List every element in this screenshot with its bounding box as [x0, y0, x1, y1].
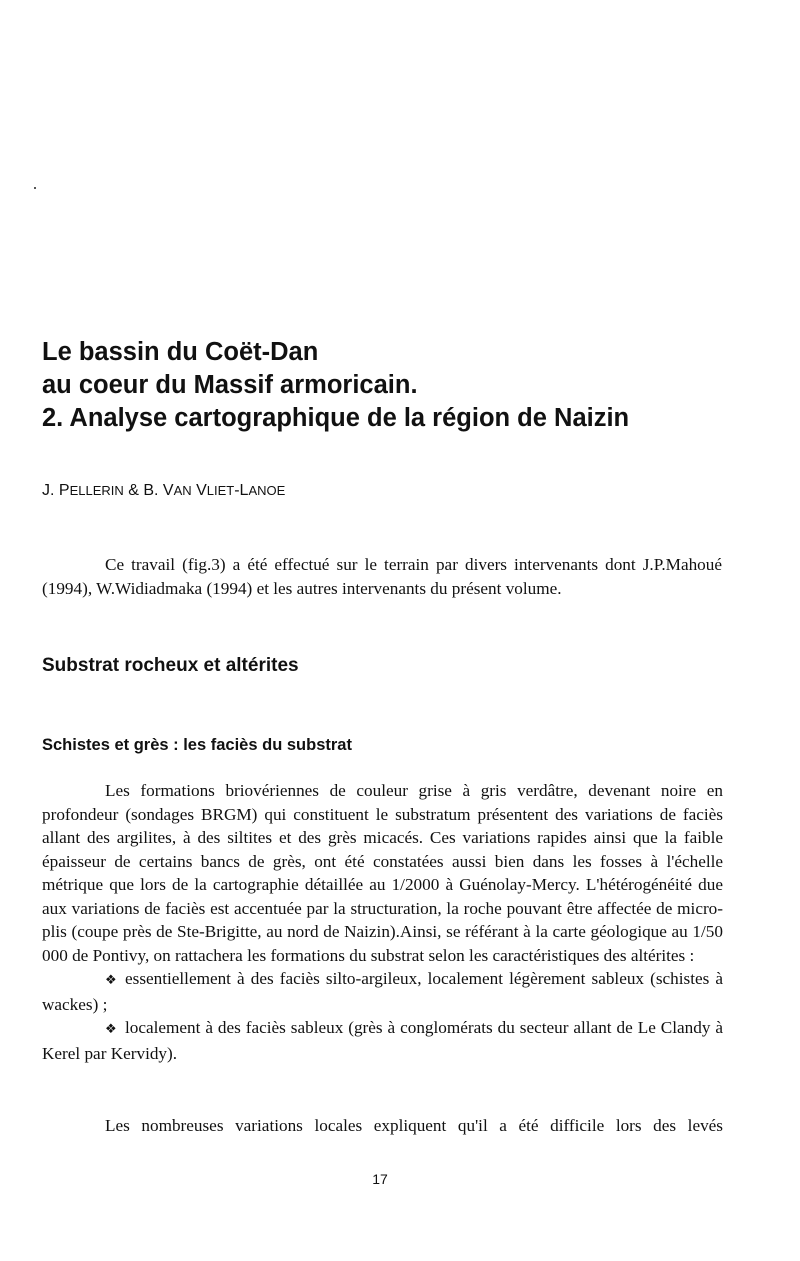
- author-2-part-3: LIET: [206, 483, 235, 498]
- page-number: 17: [372, 1171, 388, 1187]
- title-line-2: au coeur du Massif armoricain.: [42, 371, 418, 399]
- bullet-diamond-icon: ❖: [105, 1022, 117, 1037]
- intro-paragraph-block: [42, 553, 722, 600]
- article-title: [42, 336, 762, 435]
- speck-mark: [34, 187, 36, 189]
- last-paragraph: Les nombreuses variations locales expliquent qu'il a été difficile lors des levés: [105, 1116, 723, 1135]
- author-2-part-2: V: [191, 482, 207, 499]
- bullet-item-1: [42, 967, 723, 1016]
- title-line-3: 2. Analyse cartographique de la région de Naizin: [42, 404, 630, 432]
- author-1-rest: ELLERIN: [69, 483, 124, 498]
- body-text-block: [42, 779, 723, 1065]
- title-line-1: Le bassin du Coët-Dan: [42, 338, 319, 366]
- author-1-initial: J. P: [42, 482, 70, 499]
- subsection-heading: Schistes et grès : les faciès du substrat: [42, 736, 352, 754]
- author-2-part-4: -L: [234, 482, 249, 499]
- intro-paragraph: Ce travail (fig.3) a été effectué sur le terrain par divers intervenants dont J.P.Mahoué (1994), W.Widiadmaka (1994) et les autres intervenants du présent volume.: [42, 555, 722, 598]
- author-separator: & B. V: [123, 482, 174, 499]
- section-heading: Substrat rocheux et altérites: [42, 655, 299, 676]
- bullet-item-2-text: localement à des faciès sableux (grès à conglomérats du secteur allant de Le Clandy à Kerel par Kervidy).: [42, 1018, 723, 1063]
- author-2-part-1: AN: [173, 483, 192, 498]
- bullet-item-1-text: essentiellement à des faciès silto-argileux, localement légèrement sableux (schistes à wackes) ;: [42, 969, 723, 1014]
- bullet-diamond-icon: ❖: [105, 973, 117, 988]
- last-paragraph-block: [42, 1114, 723, 1138]
- authors-line: [42, 481, 285, 501]
- body-paragraph: Les formations briovériennes de couleur grise à gris verdâtre, devenant noire en profondeur (sondages BRGM) qui constituent le substratum présentent des variations de faciès allant des argilites, à des siltites et des grès micacés. Ces variations rapides ainsi que la faible épaisseur de certains bancs de grès, ont été constatées aussi bien dans les fosses à l'échelle métrique que lors de la cartographie détaillée au 1/2000 à Guénolay-Mercy. L'hétérogénéité due aux variations de faciès est accentuée par la structuration, la roche pouvant être affectée de micro-plis (coupe près de Ste-Brigitte, au nord de Naizin).Ainsi, se référant à la carte géologique au 1/50 000 de Pontivy, on rattachera les formations du substrat selon les caractéristiques des altérites :: [42, 781, 723, 965]
- bullet-item-2: [42, 1016, 723, 1065]
- author-2-part-5: ANOE: [248, 483, 286, 498]
